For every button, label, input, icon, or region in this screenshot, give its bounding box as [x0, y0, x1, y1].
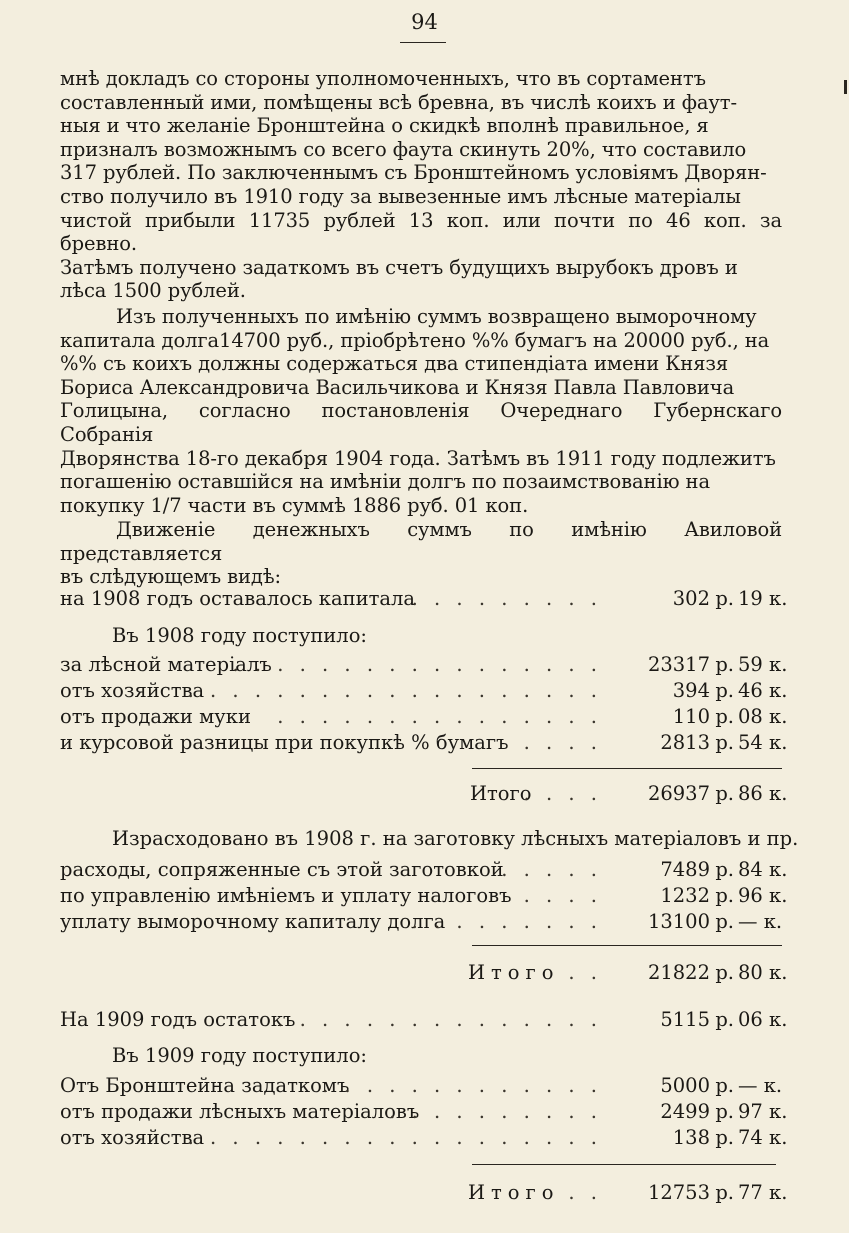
ledger-label: на 1908 годъ оставалось капитала [60, 587, 415, 610]
ledger-row [60, 1099, 788, 1125]
ledger-amount: 13100 [647, 910, 710, 933]
ledger-amount: 302 [672, 587, 710, 610]
page-number: 94 [411, 10, 438, 34]
ruble-mark: р. [715, 910, 734, 933]
ruble-mark: р. [715, 884, 734, 907]
paragraph-1: мнѣ докладъ со стороны уполномоченныхъ, что въ сортаментъ составленный ими, помѣщены всѣ бревна, въ числѣ коихъ и фаут- ныя и что желаніе Бронштейна о скидкѣ вполнѣ правильное, я призналъ возможнымъ со всего фаута скинуть 20%, что составило 317 рублей. По заключеннымъ съ Бронштейномъ условіямъ Дворян- ство получило въ 1910 году за вывезенные имъ лѣсные матеріалы чистой прибыли 11735 рублей 13 коп. или почти по 46 коп. за бревно. Затѣмъ получено задаткомъ въ счетъ будущихъ вырубокъ дровъ и лѣса 1500 рублей. [60, 67, 782, 303]
section-heading-received-1909 [60, 1043, 782, 1069]
ledger-label: отъ хозяйства [60, 679, 205, 702]
kopek-value: — к. [738, 1074, 783, 1097]
kopek-value: 96 к. [738, 884, 788, 907]
leader-dots: . . [568, 1181, 602, 1204]
ledger-label: за лѣсной матеріалъ [60, 653, 272, 676]
ledger-label: отъ продажи муки [60, 705, 251, 728]
kopek-value: 74 к. [738, 1126, 788, 1149]
paragraph-3: Движеніе денежныхъ суммъ по имѣнію Авиловой представляется въ слѣдующемъ видѣ: [60, 518, 782, 589]
leader-dots: . . . . . . . . . . . . . . . . . . . [187, 679, 602, 702]
kopek-value: 80 к. [738, 961, 788, 984]
leader-dots: . . . . [523, 884, 602, 907]
ledger-row [60, 704, 788, 730]
sum-rule [472, 1164, 776, 1165]
kopek-value: 77 к. [738, 1181, 788, 1204]
heading-label: Израсходовано въ 1908 г. на заготовку лѣсныхъ матеріаловъ и пр. [112, 827, 799, 850]
total-label: Итого [470, 782, 532, 805]
kopek-value: — к. [738, 910, 783, 933]
ledger-amount: 394 [672, 679, 710, 702]
leader-dots: . . . . . [501, 858, 602, 881]
ledger-label: расходы, сопряженные съ этой заготовкой [60, 858, 504, 881]
ledger-row [60, 1073, 782, 1099]
ledger-amount: 26937 [647, 782, 710, 805]
ledger-amount: 21822 [647, 961, 710, 984]
sum-rule [472, 768, 782, 769]
kopek-value: 97 к. [738, 1100, 788, 1123]
ledger-amount: 2813 [660, 731, 710, 754]
leader-dots: . . . . . . . . . . . . . . . [277, 1008, 602, 1031]
ruble-mark: р. [715, 1181, 734, 1204]
ruble-mark: р. [715, 1100, 734, 1123]
section-heading-received-1908 [60, 623, 782, 649]
leader-dots: . . . . [523, 731, 602, 754]
leader-dots: . . . . [523, 782, 602, 805]
ruble-mark: р. [715, 1126, 734, 1149]
ruble-mark: р. [715, 858, 734, 881]
leader-dots: . . . . . . . . . [411, 910, 602, 933]
ledger-label: На 1909 годъ остатокъ [60, 1008, 296, 1031]
ledger-amount: 12753 [647, 1181, 710, 1204]
ledger-label: отъ хозяйства [60, 1126, 205, 1149]
section-heading-spent [60, 826, 799, 852]
total-label: Итого [468, 961, 560, 984]
ruble-mark: р. [715, 1008, 734, 1031]
ledger-row [60, 1125, 788, 1151]
ledger-label: уплату выморочному капиталу долга [60, 910, 446, 933]
ledger-amount: 7489 [660, 858, 710, 881]
page-number-underline [400, 42, 446, 43]
ledger-amount: 5115 [660, 1008, 710, 1031]
leader-dots: . . . . . . . . . . . . . . . [277, 705, 602, 728]
leader-dots: . . . . . . . . . [411, 587, 602, 610]
ledger-row [60, 652, 788, 678]
ledger-total-1908 [60, 781, 788, 807]
total-label: Итого [468, 1181, 560, 1204]
ledger-amount: 23317 [647, 653, 710, 676]
ledger-row-balance-1909 [60, 1007, 788, 1033]
kopek-value: 46 к. [738, 679, 788, 702]
ruble-mark: р. [715, 782, 734, 805]
ledger-total-1909 [60, 1180, 788, 1206]
ledger-total-spent [60, 960, 788, 986]
ledger-row [60, 678, 788, 704]
ledger-label: Отъ Бронштейна задаткомъ [60, 1074, 350, 1097]
paragraph-2: Изъ полученныхъ по имѣнію суммъ возвращено выморочному капитала долга14700 руб., пріобрѣтено %% бумагъ на 20000 руб., на %% съ коихъ должны содержаться два стипендіата имени Князя Бориса Александровича Васильчикова и Князя Павла Павловича Голицына, согласно постановленія Очереднаго Губернскаго Собранія Дворянства 18-го декабря 1904 года. Затѣмъ въ 1911 году подлежитъ погашенію оставшійся на имѣніи долгъ по позаимствованію на покупку 1/7 части въ суммѣ 1886 руб. 01 коп. [60, 305, 782, 517]
ledger-row [60, 883, 788, 909]
ledger-amount: 110 [672, 705, 710, 728]
ledger-amount: 2499 [660, 1100, 710, 1123]
kopek-value: 06 к. [738, 1008, 788, 1031]
sum-rule [472, 945, 782, 946]
ruble-mark: р. [715, 653, 734, 676]
ledger-row-opening [60, 586, 788, 612]
ruble-mark: р. [715, 1074, 734, 1097]
leader-dots: . . . . . . . . . . . . . . . . . [232, 653, 602, 676]
leader-dots: . . . . . . . . . . . . . . . . . . . [187, 1126, 602, 1149]
ledger-amount: 5000 [660, 1074, 710, 1097]
kopek-value: 19 к. [738, 587, 788, 610]
kopek-value: 59 к. [738, 653, 788, 676]
heading-label: Въ 1908 году поступило: [112, 624, 368, 647]
ledger-row [60, 909, 782, 935]
ledger-amount: 138 [672, 1126, 710, 1149]
ruble-mark: р. [715, 961, 734, 984]
ledger-row [60, 857, 788, 883]
leader-dots: . . [568, 961, 602, 984]
ruble-mark: р. [715, 731, 734, 754]
ledger-label: отъ продажи лѣсныхъ матеріаловъ [60, 1100, 420, 1123]
leader-dots: . . . . . . . . . . . . . [322, 1074, 602, 1097]
margin-mark [844, 80, 847, 94]
ledger-label: и курсовой разницы при покупкѣ % бумагъ [60, 731, 509, 754]
ledger-label: по управленію имѣніемъ и уплату налоговъ [60, 884, 512, 907]
kopek-value: 08 к. [738, 705, 788, 728]
kopek-value: 84 к. [738, 858, 788, 881]
ruble-mark: р. [715, 587, 734, 610]
kopek-value: 86 к. [738, 782, 788, 805]
ruble-mark: р. [715, 705, 734, 728]
ledger-amount: 1232 [660, 884, 710, 907]
ruble-mark: р. [715, 679, 734, 702]
leader-dots: . . . . . . . . . . [389, 1100, 602, 1123]
ledger-row [60, 730, 788, 756]
kopek-value: 54 к. [738, 731, 788, 754]
heading-label: Въ 1909 году поступило: [112, 1044, 368, 1067]
